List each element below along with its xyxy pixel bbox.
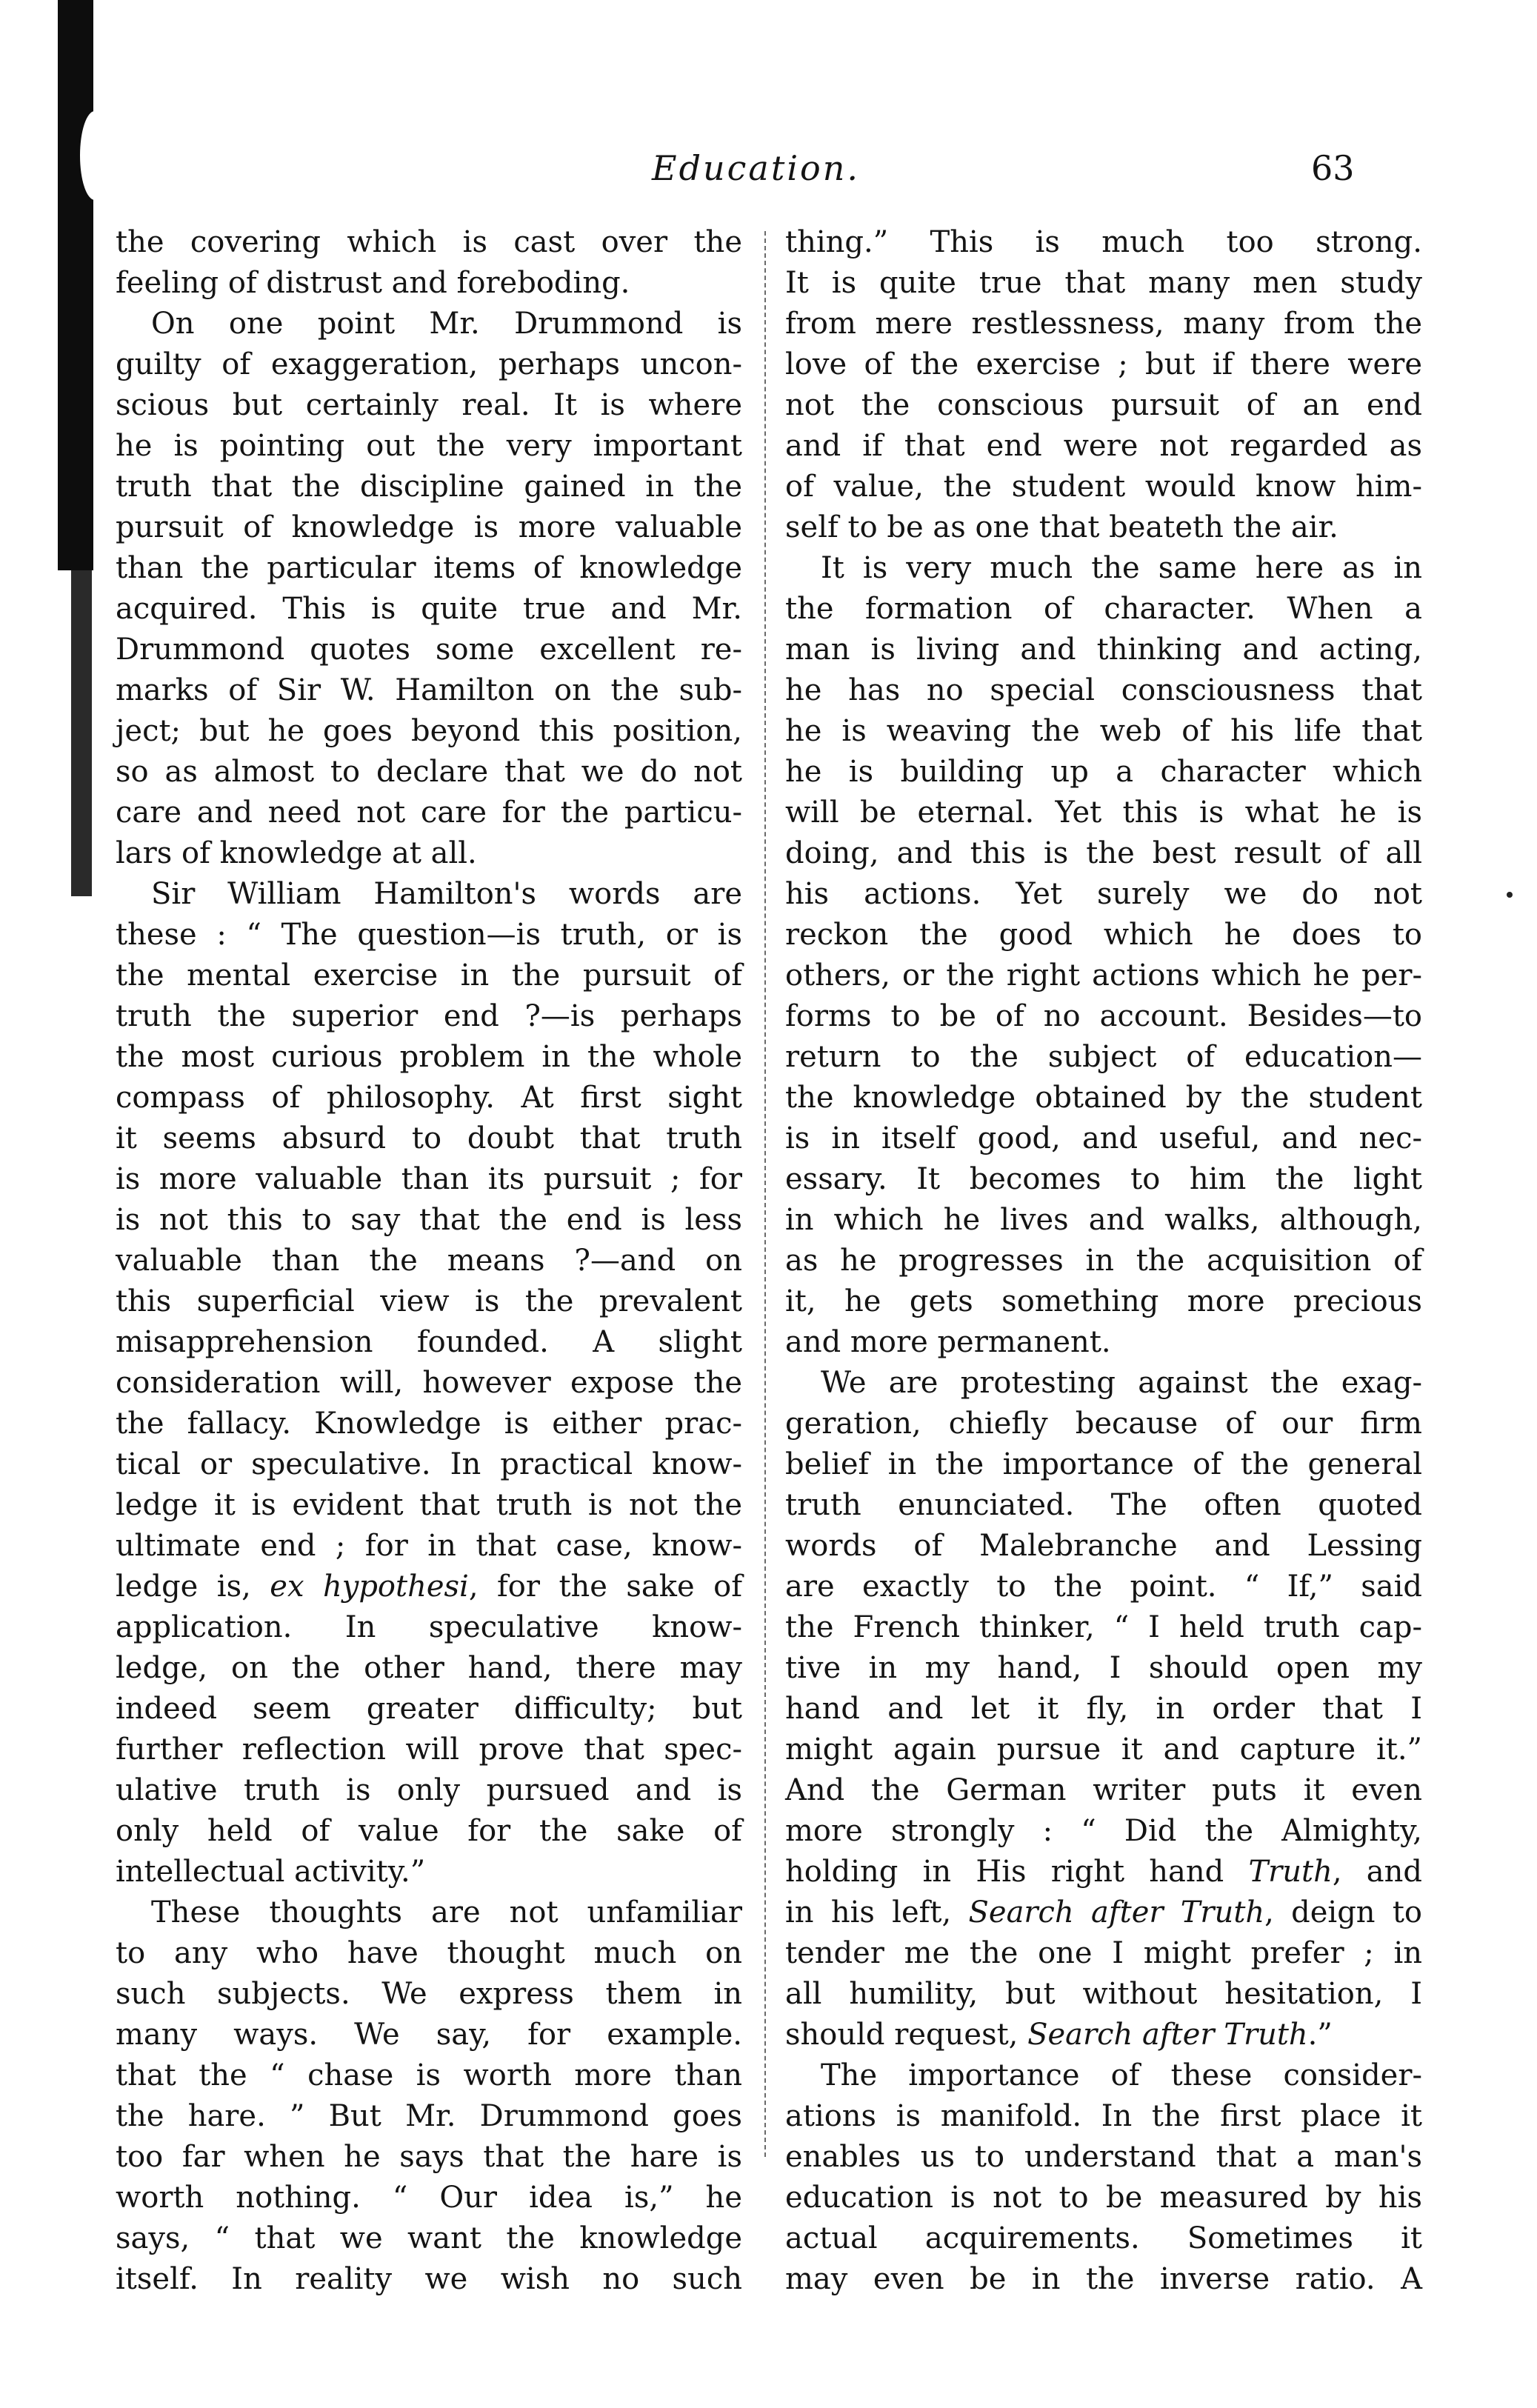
text-line: itself. In reality we wish no such bbox=[116, 2262, 742, 2296]
text-line: worth nothing. “ Our idea is,” he bbox=[116, 2181, 742, 2215]
text-line: ulative truth is only pursued and is bbox=[116, 1773, 742, 1807]
text-line: this superficial view is the prevalent bbox=[116, 1284, 742, 1318]
text-line: the knowledge obtained by the student bbox=[785, 1081, 1422, 1115]
text-line: love of the exercise ; but if there were bbox=[785, 347, 1422, 381]
text-line: actual acquirements. Sometimes it bbox=[785, 2221, 1422, 2255]
text-line: valuable than the means ?—and on bbox=[116, 1244, 742, 1278]
text-line: many ways. We say, for example. bbox=[116, 2018, 742, 2052]
text-line: his actions. Yet surely we do not bbox=[785, 877, 1422, 911]
text-line: pursuit of knowledge is more valuable bbox=[116, 510, 742, 544]
text-line: These thoughts are not unfamiliar bbox=[151, 1895, 742, 1930]
text-line: he has no special consciousness that bbox=[785, 673, 1422, 707]
text-line: from mere restlessness, many from the bbox=[785, 307, 1422, 341]
text-line: belief in the importance of the general bbox=[785, 1447, 1422, 1481]
text-line: doing, and this is the best result of all bbox=[785, 836, 1422, 870]
text-line: the covering which is cast over the bbox=[116, 225, 742, 259]
text-line: essary. It becomes to him the light bbox=[785, 1162, 1422, 1196]
text-line: of value, the student would know him- bbox=[785, 470, 1422, 504]
text-line: he is building up a character which bbox=[785, 755, 1422, 789]
text-line: the hare. ” But Mr. Drummond goes bbox=[116, 2099, 742, 2133]
text-line: ultimate end ; for in that case, know- bbox=[116, 1529, 742, 1563]
text-line: as he progresses in the acquisition of bbox=[785, 1244, 1422, 1278]
text-line: is not this to say that the end is less bbox=[116, 1203, 742, 1237]
text-line: We are protesting against the exag- bbox=[821, 1366, 1422, 1400]
text-line: it, he gets something more precious bbox=[785, 1284, 1422, 1318]
text-line: lars of knowledge at all. bbox=[116, 836, 477, 870]
text-line: truth that the discipline gained in the bbox=[116, 470, 742, 504]
scan-speck bbox=[1507, 892, 1513, 898]
right-text-column bbox=[785, 222, 1422, 2300]
text-line: is more valuable than its pursuit ; for bbox=[116, 1162, 742, 1196]
text-line: scious but certainly real. It is where bbox=[116, 388, 742, 422]
text-line: says, “ that we want the knowledge bbox=[116, 2221, 742, 2255]
text-line: ledge, on the other hand, there may bbox=[116, 1651, 742, 1685]
text-line: such subjects. We express them in bbox=[116, 1977, 742, 2011]
text-line: tive in my hand, I should open my bbox=[785, 1651, 1422, 1685]
text-line: man is living and thinking and acting, bbox=[785, 633, 1422, 667]
text-line: indeed seem greater difficulty; but bbox=[116, 1692, 742, 1726]
text-line: marks of Sir W. Hamilton on the sub- bbox=[116, 673, 742, 707]
text-line: further reflection will prove that spec- bbox=[116, 1732, 742, 1767]
text-line: in his left, Search after Truth, deign to bbox=[785, 1895, 1422, 1930]
running-title: Education. bbox=[652, 148, 860, 188]
text-line: these : “ The question—is truth, or is bbox=[116, 918, 742, 952]
text-line: On one point Mr. Drummond is bbox=[151, 307, 742, 341]
text-line: should request, Search after Truth.” bbox=[785, 2018, 1333, 2052]
column-divider bbox=[764, 231, 766, 2157]
text-line: so as almost to declare that we do not bbox=[116, 755, 742, 789]
text-line: tical or speculative. In practical know- bbox=[116, 1447, 742, 1481]
scan-binding-edge bbox=[58, 0, 93, 570]
text-line: might again pursue it and capture it.” bbox=[785, 1732, 1422, 1767]
text-line: the mental exercise in the pursuit of bbox=[116, 958, 742, 993]
scan-edge-notch bbox=[80, 111, 110, 200]
text-line: ledge is, ex hypothesi, for the sake of bbox=[116, 1570, 743, 1604]
text-line: that the “ chase is worth more than bbox=[116, 2058, 742, 2092]
text-line: may even be in the inverse ratio. A bbox=[785, 2262, 1422, 2296]
text-line: compass of philosophy. At first sight bbox=[116, 1081, 742, 1115]
text-line: The importance of these consider- bbox=[821, 2058, 1422, 2092]
text-line: others, or the right actions which he per- bbox=[785, 958, 1422, 993]
text-line: misapprehension founded. A slight bbox=[116, 1325, 742, 1359]
text-line: It is quite true that many men study bbox=[785, 266, 1422, 300]
page-number: 63 bbox=[1311, 148, 1355, 188]
text-line: to any who have thought much on bbox=[116, 1936, 742, 1970]
text-line: tender me the one I might prefer ; in bbox=[785, 1936, 1422, 1970]
text-line: in which he lives and walks, although, bbox=[785, 1203, 1422, 1237]
text-line: words of Malebranche and Lessing bbox=[785, 1529, 1422, 1563]
text-line: application. In speculative know- bbox=[116, 1610, 742, 1644]
text-line: than the particular items of knowledge bbox=[116, 551, 742, 585]
text-line: he is pointing out the very important bbox=[116, 429, 742, 463]
text-line: too far when he says that the hare is bbox=[116, 2140, 742, 2174]
text-line: It is very much the same here as in bbox=[821, 551, 1422, 585]
text-line: it seems absurd to doubt that truth bbox=[116, 1121, 742, 1155]
text-line: thing.” This is much too strong. bbox=[785, 225, 1422, 259]
text-line: ations is manifold. In the first place it bbox=[785, 2099, 1422, 2133]
text-line: education is not to be measured by his bbox=[785, 2181, 1422, 2215]
text-line: ject; but he goes beyond this position, bbox=[116, 714, 742, 748]
text-line: the French thinker, “ I held truth cap- bbox=[785, 1610, 1422, 1644]
text-line: self to be as one that beateth the air. bbox=[785, 510, 1338, 544]
text-line: and if that end were not regarded as bbox=[785, 429, 1422, 463]
text-line: return to the subject of education— bbox=[785, 1040, 1422, 1074]
text-line: all humility, but without hesitation, I bbox=[785, 1977, 1422, 2011]
text-line: the fallacy. Knowledge is either prac- bbox=[116, 1407, 742, 1441]
text-line: holding in His right hand Truth, and bbox=[785, 1855, 1422, 1889]
text-line: truth the superior end ?—is perhaps bbox=[116, 999, 742, 1033]
text-line: ledge it is evident that truth is not the bbox=[116, 1488, 742, 1522]
text-line: will be eternal. Yet this is what he is bbox=[785, 796, 1422, 830]
text-line: consideration will, however expose the bbox=[116, 1366, 742, 1400]
text-line: is in itself good, and useful, and nec- bbox=[785, 1121, 1422, 1155]
text-line: feeling of distrust and foreboding. bbox=[116, 266, 630, 300]
text-line: are exactly to the point. “ If,” said bbox=[785, 1570, 1422, 1604]
text-line: And the German writer puts it even bbox=[785, 1773, 1422, 1807]
text-line: intellectual activity.” bbox=[116, 1855, 426, 1889]
text-line: Sir William Hamilton's words are bbox=[151, 877, 742, 911]
text-line: not the conscious pursuit of an end bbox=[785, 388, 1422, 422]
text-line: forms to be of no account. Besides—to bbox=[785, 999, 1422, 1033]
text-line: he is weaving the web of his life that bbox=[785, 714, 1422, 748]
scan-binding-shadow bbox=[71, 570, 92, 896]
text-line: Drummond quotes some excellent re- bbox=[116, 633, 742, 667]
text-line: geration, chiefly because of our firm bbox=[785, 1407, 1422, 1441]
text-line: more strongly : “ Did the Almighty, bbox=[785, 1814, 1422, 1848]
text-line: the formation of character. When a bbox=[785, 592, 1422, 626]
text-line: and more permanent. bbox=[785, 1325, 1111, 1359]
text-line: hand and let it fly, in order that I bbox=[785, 1692, 1422, 1726]
left-text-column bbox=[116, 222, 742, 2300]
text-line: enables us to understand that a man's bbox=[785, 2140, 1422, 2174]
text-line: acquired. This is quite true and Mr. bbox=[116, 592, 742, 626]
text-line: reckon the good which he does to bbox=[785, 918, 1422, 952]
text-line: guilty of exaggeration, perhaps uncon- bbox=[116, 347, 742, 381]
text-line: care and need not care for the particu- bbox=[116, 796, 742, 830]
text-line: the most curious problem in the whole bbox=[116, 1040, 742, 1074]
text-line: only held of value for the sake of bbox=[116, 1814, 742, 1848]
text-line: truth enunciated. The often quoted bbox=[785, 1488, 1422, 1522]
